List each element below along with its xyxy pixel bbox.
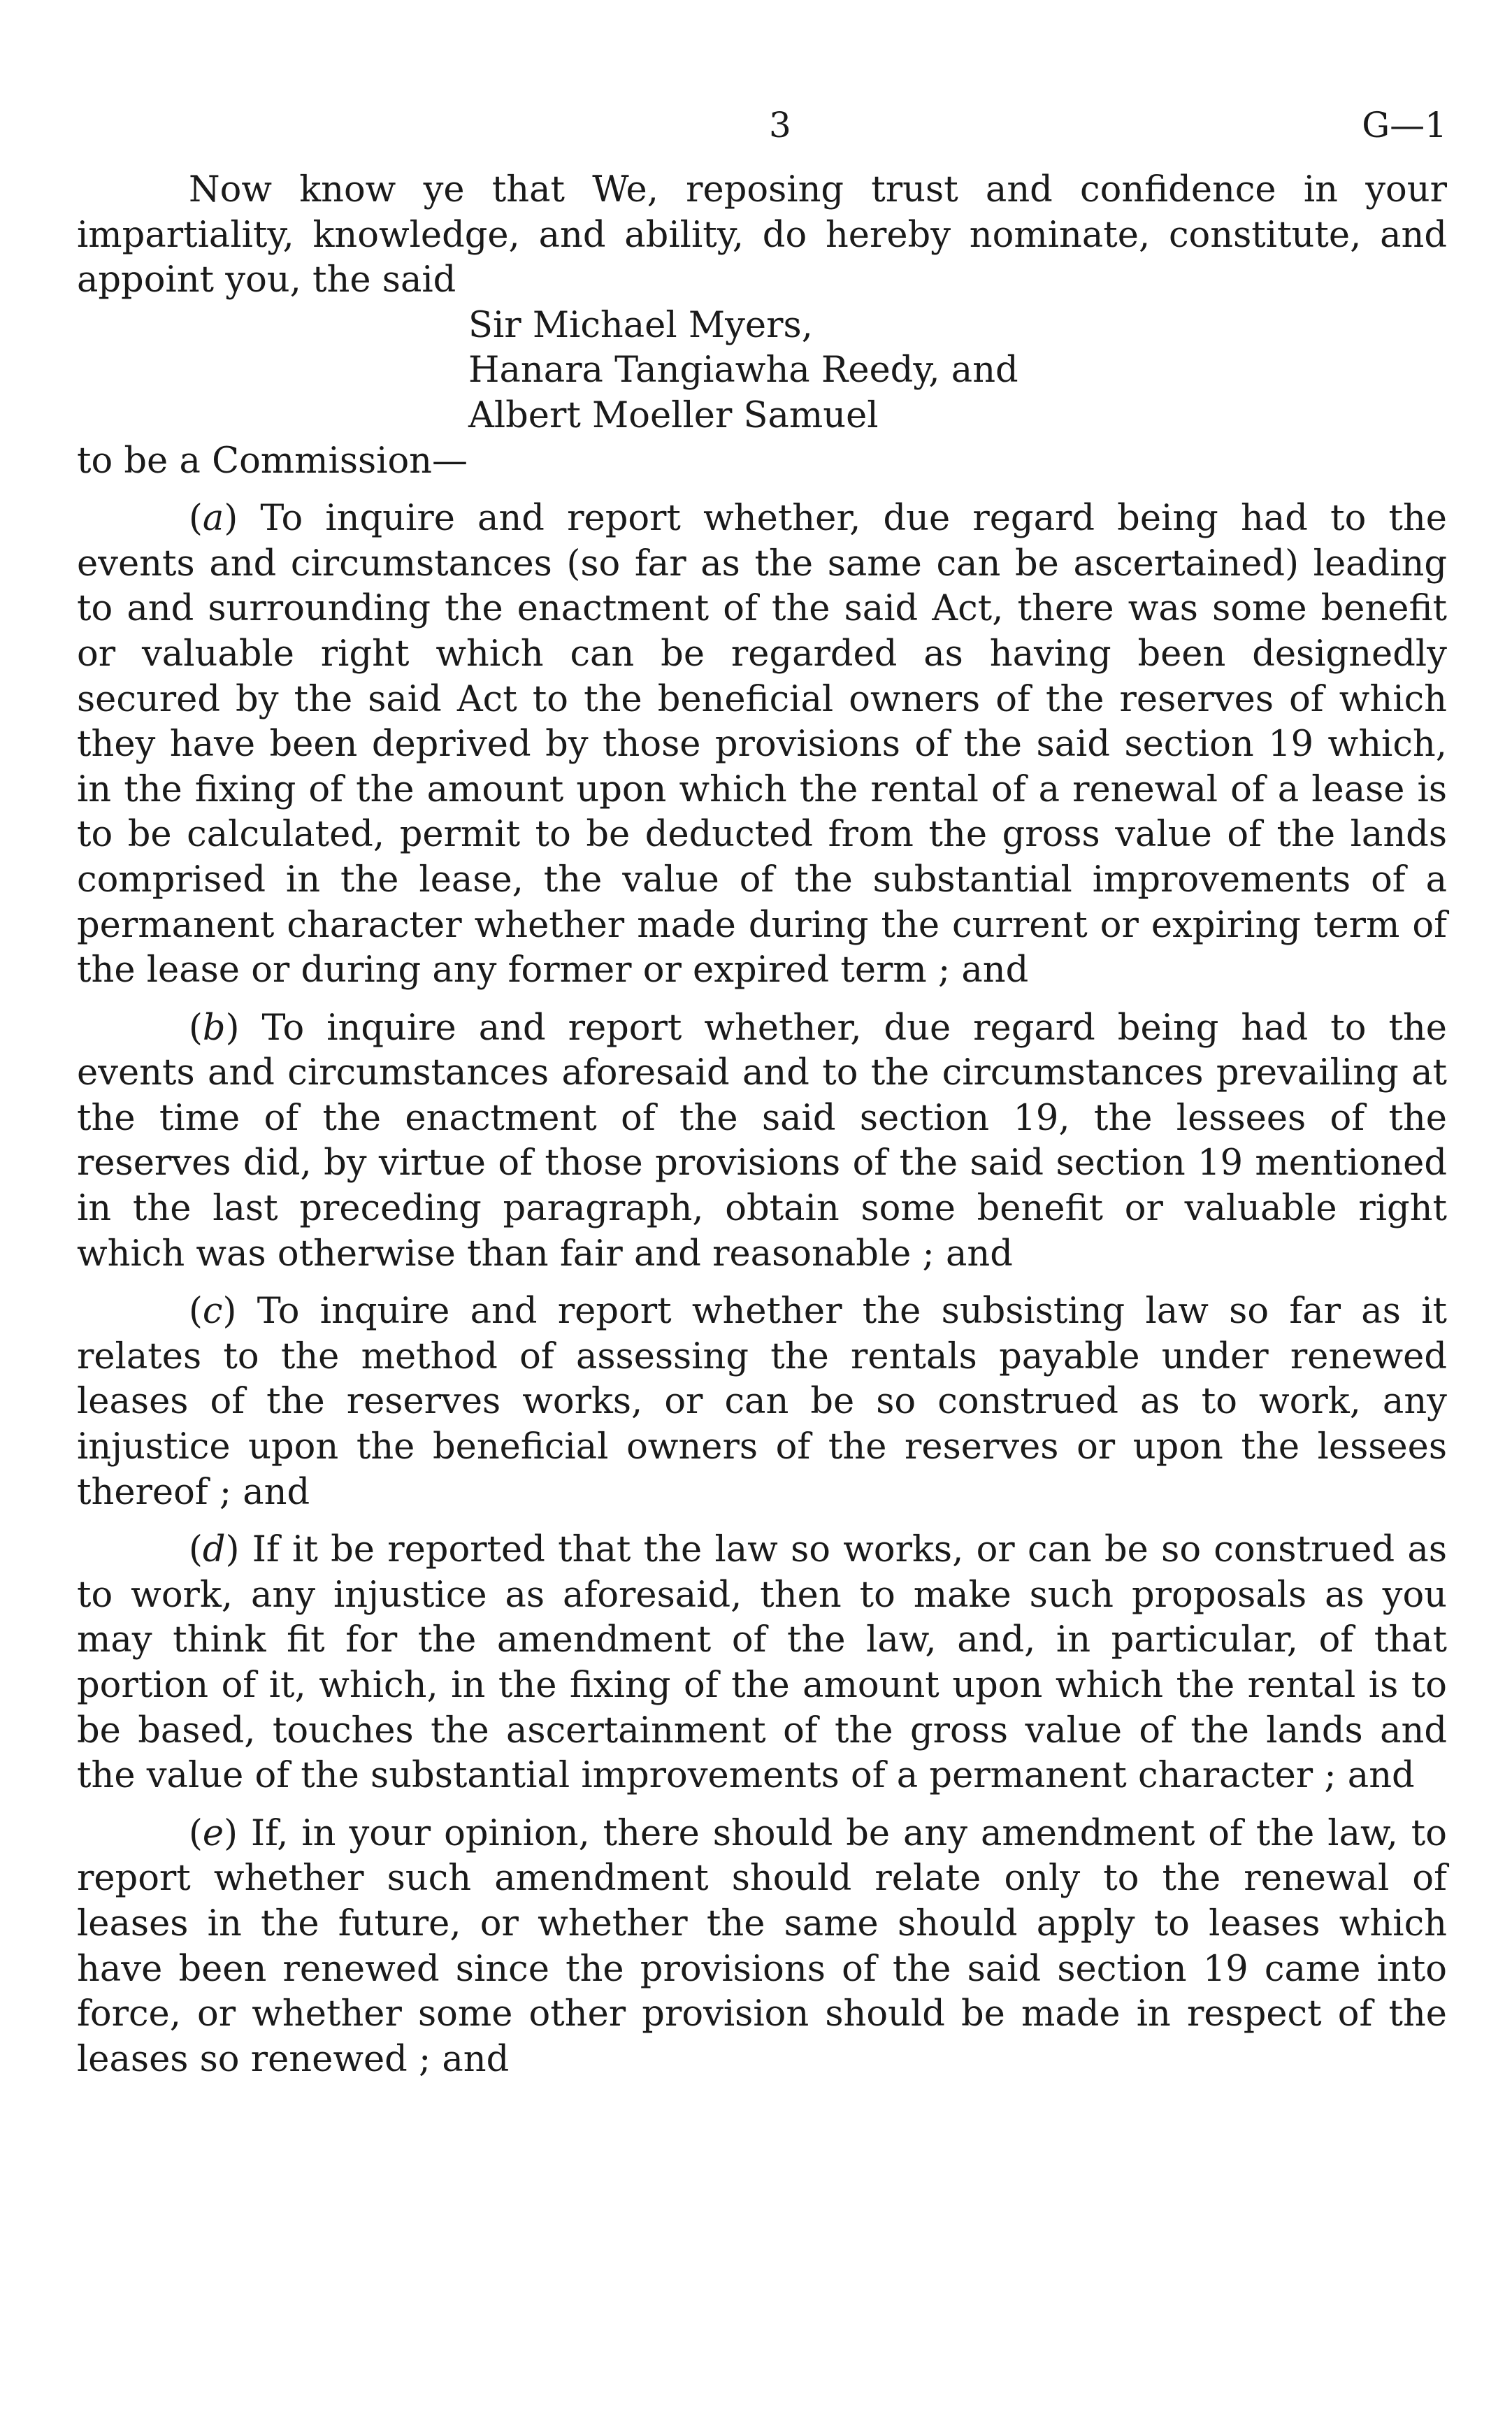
- commissioner-names: [77, 303, 1447, 439]
- clause-a: (a) To inquire and report whether, due regard being had to the events and circumstances (so far as the same can be ascertained) leading to and surrounding the enactment of the said Act, there was some benefit or valuable right which can be regarded as having been designedly secured by the said Act to the beneficial owners of the reserves of which they have been deprived by those provisions of the said section 19 which, in the fixing of the amount upon which the rental of a renewal of a lease is to be calculated, permit to be deducted from the gross value of the lands comprised in the lease, the value of the substantial improvements of a permanent character whether made during the current or expiring term of the lease or during any former or expired term ; and: [77, 498, 1447, 991]
- clause-b: (b) To inquire and report whether, due regard being had to the events and circumstances aforesaid and to the circumstances prevailing at the time of the enactment of the said section 19, the lessees of the reserves did, by virtue of those provisions of the said section 19 mentioned in the last preceding paragraph, obtain some benefit or valuable right which was otherwise than fair and reasonable ; and: [77, 1007, 1447, 1275]
- clause-d: (d) If it be reported that the law so works, or can be so construed as to work, any injustice as aforesaid, then to make such proposals as you may think fit for the amendment of the law, and, in particular, of that portion of it, which, in the fixing of the amount upon which the rental is to be based, touches the ascertainment of the gross value of the lands and the value of the substantial improvements of a permanent character ; and: [77, 1529, 1447, 1797]
- clause-text: To inquire and report whether, due regard being had to the events and circumstances (so far as the same can be ascertained) leading to and surrounding the enactment of the said Act, there was some benefit or valuable right which can be regarded as having been designedly secured by the said Act to the beneficial owners of the reserves of which they have been deprived by those provisions of the said section 19 which, in the fixing of the amount upon which the rental of a renewal of a lease is to be calculated, permit to be deducted from the gross value of the lands comprised in the lease, the value of the substantial improvements of a permanent character whether made during the current or expiring term of the lease or during any former or expired term ; and: [77, 498, 1447, 991]
- clause-label: d: [202, 1529, 226, 1571]
- document-page: [77, 105, 1447, 2082]
- clause-c: (c) To inquire and report whether the subsisting law so far as it relates to the method of assessing the rentals payable under renewed leases of the reserves works, or can be so construed as to work, any injustice upon the beneficial owners of the reserves or upon the lessees thereof ; and: [77, 1291, 1447, 1513]
- commissioner-name: Hanara Tangiawha Reedy, and: [468, 350, 1018, 392]
- clause-label: b: [202, 1007, 226, 1049]
- clause-label: c: [202, 1291, 223, 1333]
- clause-text: To inquire and report whether the subsisting law so far as it relates to the method of assessing the rentals payable under renewed leases of the reserves works, or can be so construed as to work, any injustice upon the beneficial owners of the reserves or upon the lessees thereof ; and: [77, 1291, 1447, 1513]
- body-text: [77, 168, 1447, 2082]
- commissioner-name: Albert Moeller Samuel: [468, 394, 879, 436]
- page-number: 3: [769, 105, 791, 145]
- clause-label: a: [202, 498, 224, 540]
- clause-text: If it be reported that the law so works, or can be so construed as to work, any injustice as aforesaid, then to make such proposals as you may think fit for the amendment of the law, and, in particular, of that portion of it, which, in the fixing of the amount upon which the rental is to be based, touches the ascertainment of the gross value of the lands and the value of the substantial improvements of a permanent character ; and: [77, 1529, 1447, 1797]
- document-code: G—1: [1362, 105, 1447, 145]
- intro-paragraph: Now know ye that We, reposing trust and confidence in your impartiality, knowledge, and ability, do hereby nominate, constitute, and appoint you, the said: [77, 169, 1447, 301]
- commission-line: to be a Commission—: [77, 440, 468, 482]
- clause-e: (e) If, in your opinion, there should be any amendment of the law, to report whether such amendment should relate only to the renewal of leases in the future, or whether the same should apply to leases which have been renewed since the provisions of the said section 19 came into force, or whether some other provision should be made in respect of the leases so renewed ; and: [77, 1812, 1447, 2080]
- page-header: [77, 105, 1447, 168]
- clause-label: e: [202, 1812, 224, 1854]
- clause-text: If, in your opinion, there should be any amendment of the law, to report whether such amendment should relate only to the renewal of leases in the future, or whether the same should apply to leases which have been renewed since the provisions of the said section 19 came into force, or whether some other provision should be made in respect of the leases so renewed ; and: [77, 1812, 1447, 2080]
- commissioner-name: Sir Michael Myers,: [468, 304, 813, 346]
- clause-text: To inquire and report whether, due regard being had to the events and circumstances aforesaid and to the circumstances prevailing at the time of the enactment of the said section 19, the lessees of the reserves did, by virtue of those provisions of the said section 19 mentioned in the last preceding paragraph, obtain some benefit or valuable right which was otherwise than fair and reasonable ; and: [77, 1007, 1447, 1275]
